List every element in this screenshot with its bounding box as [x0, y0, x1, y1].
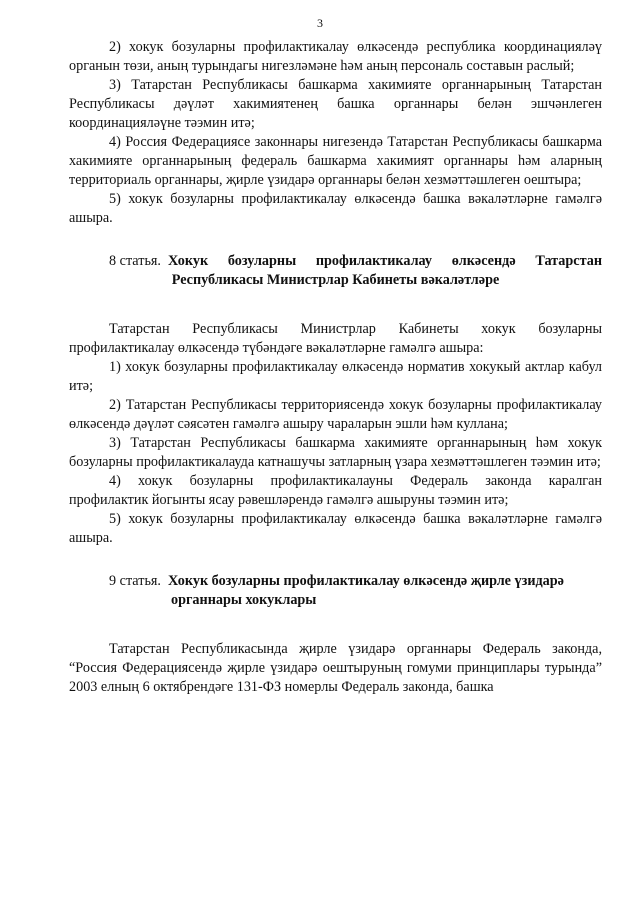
list-item: 2) Татарстан Республикасы территориясендә хокук бозуларны профилактикалау өлкәсендә дәүләт сәясәтен гамәлгә ашыру чараларын эшли һәм куллана; — [69, 397, 602, 432]
list-item: 4) Россия Федерациясе законнары нигезендә Татарстан Республикасы башкарма хакимияте органнарының федераль башкарма хакимият органнары һәм аларның территориаль органнары, җирле үзидарә органнары белән хезмәттәшлеген оештыра; — [69, 134, 602, 188]
article-8-title-line2: Республикасы Министрлар Кабинеты вәкаләтләре — [171, 272, 500, 288]
list-item: 4) хокук бозуларны профилактикалауны Федераль законда каралган профилактик йогынты ясау рәвешләрендә гамәлгә ашыруны тәэмин итә; — [69, 473, 602, 508]
list-item: 3) Татарстан Республикасы башкарма хакимияте органнарының Татарстан Республикасы дәүләт хакимиятенең башка органнары белән эшчәнлеген координацияләүне тәэмин итә; — [69, 77, 602, 131]
article-8-intro: Татарстан Республикасы Министрлар Кабинеты хокук бозуларны профилактикалау өлкәсендә түбәндәге вәкаләтләрне гамәлгә ашыра: — [69, 321, 602, 356]
list-item: 5) хокук бозуларны профилактикалау өлкәсендә башка вәкаләтләрне гамәлгә ашыра. — [69, 191, 602, 226]
list-item: 3) Татарстан Республикасы башкарма хакимияте органнарының һәм хокук бозуларны профилактикалауда катнашучы затларның үзара хезмәттәшлеген тәэмин итә; — [69, 435, 602, 470]
page-number: 3 — [317, 16, 323, 30]
article-9-title-line1: Хокук бозуларны профилактикалау өлкәсендә җирле үзидарә — [167, 573, 564, 589]
article-8-title-line1: Хокук бозуларны профилактикалау өлкәсендә Татарстан — [167, 253, 602, 269]
article-9-number: 9 статья. — [109, 573, 161, 589]
article-8-heading — [69, 252, 602, 290]
article-9-text: Татарстан Республикасында җирле үзидарә органнары Федераль законда, “Россия Федерациясендә җирле үзидарә оештыруның гомуми принциплары турында” 2003 елның 6 октябрендәге 131-ФЗ номерлы Федераль законда, башка — [69, 641, 602, 695]
article-9-title-line2: органнары хокуклары — [171, 592, 317, 608]
list-item: 1) хокук бозуларны профилактикалау өлкәсендә норматив хокукый актлар кабул итә; — [69, 359, 602, 394]
article-9-heading — [69, 572, 602, 610]
list-item: 5) хокук бозуларны профилактикалау өлкәсендә башка вәкаләтләрне гамәлгә ашыра. — [69, 511, 602, 546]
document-body — [69, 38, 602, 697]
list-item: 2) хокук бозуларны профилактикалау өлкәсендә республика координацияләү органын төзи, аның турындагы нигезләмәне һәм аның персональ составын раслый; — [69, 39, 602, 74]
article-8-number: 8 статья. — [109, 253, 161, 269]
